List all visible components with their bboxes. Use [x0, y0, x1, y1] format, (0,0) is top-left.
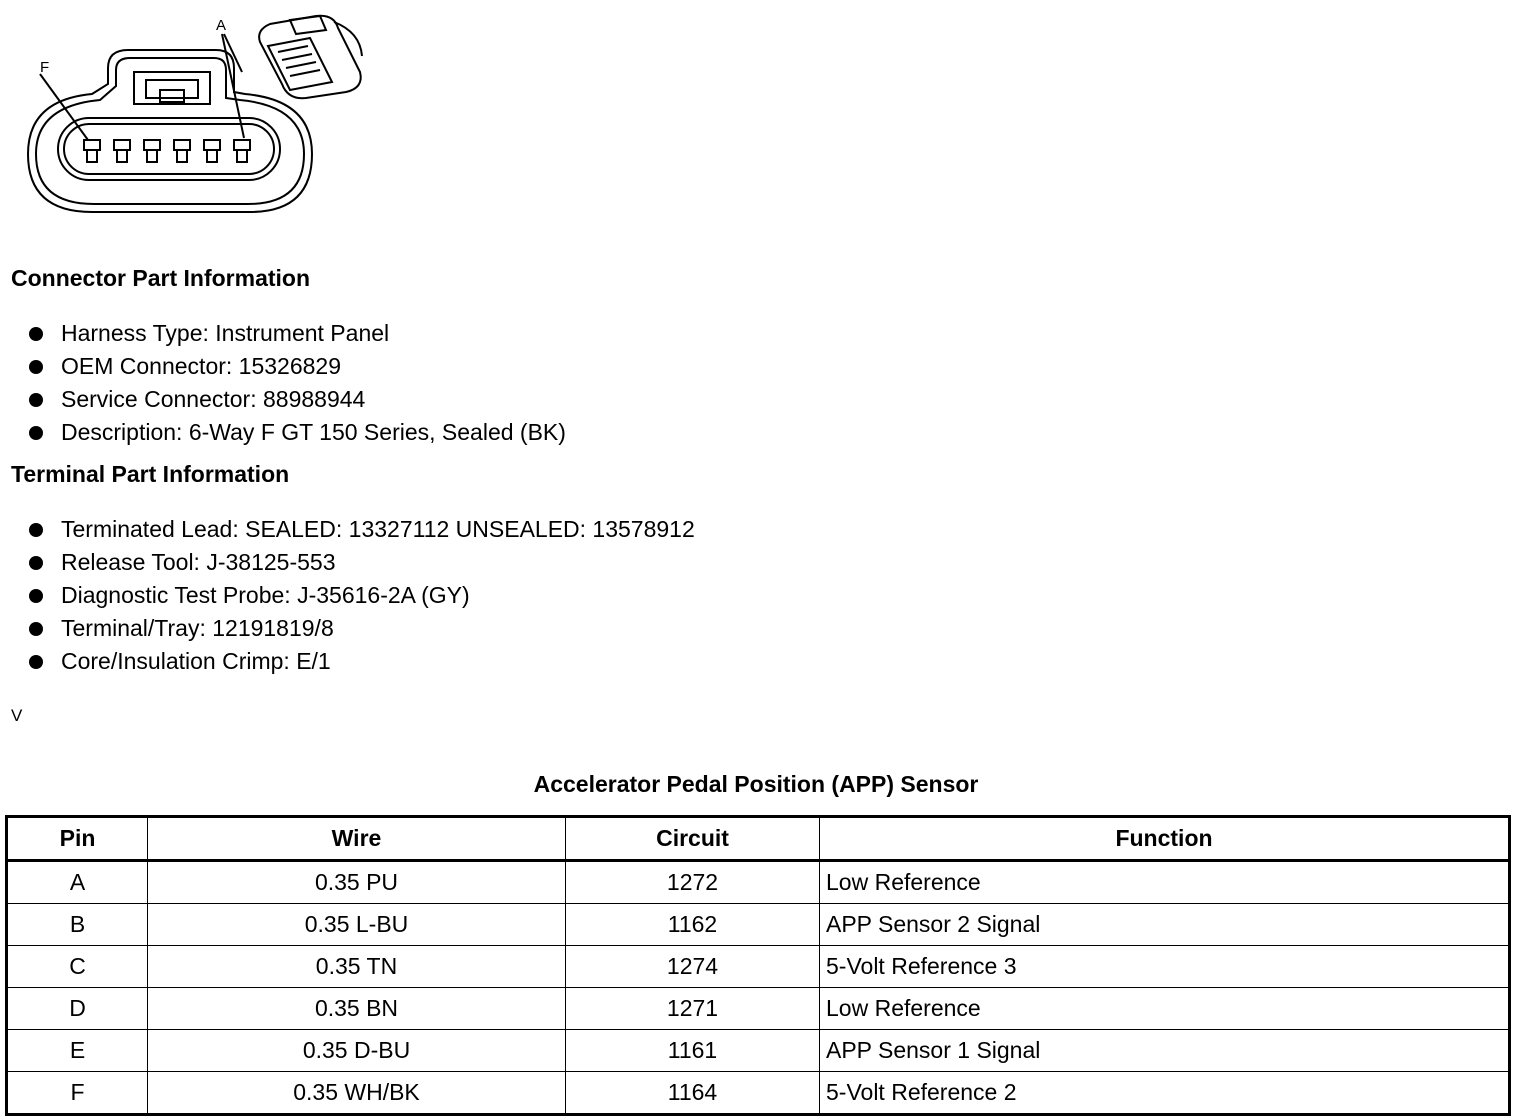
label-a: A — [216, 17, 227, 34]
list-item: Diagnostic Test Probe: J-35616-2A (GY) — [28, 579, 695, 612]
table-row — [7, 1072, 1510, 1115]
table-row — [7, 861, 1510, 904]
cell-circuit: 1164 — [566, 1072, 820, 1115]
cell-circuit: 1162 — [566, 904, 820, 946]
table-row — [7, 988, 1510, 1030]
cell-pin: A — [7, 861, 148, 904]
cell-function: Low Reference — [820, 988, 1510, 1030]
cell-wire: 0.35 D-BU — [148, 1030, 566, 1072]
list-item: Core/Insulation Crimp: E/1 — [28, 645, 695, 678]
revision-marker: V — [11, 706, 23, 725]
list-item: Terminal/Tray: 12191819/8 — [28, 612, 695, 645]
list-item: Description: 6-Way F GT 150 Series, Sealed (BK) — [28, 416, 566, 449]
list-item: Harness Type: Instrument Panel — [28, 317, 566, 350]
terminal-pins — [84, 140, 250, 162]
cell-function: APP Sensor 2 Signal — [820, 904, 1510, 946]
header-function: Function — [820, 817, 1510, 861]
bullet-icon — [29, 589, 43, 603]
bullet-icon — [29, 556, 43, 570]
label-f: F — [40, 59, 50, 76]
list-item: Service Connector: 88988944 — [28, 383, 566, 416]
cell-function: 5-Volt Reference 3 — [820, 946, 1510, 988]
header-circuit: Circuit — [566, 817, 820, 861]
cell-circuit: 1161 — [566, 1030, 820, 1072]
cell-function: APP Sensor 1 Signal — [820, 1030, 1510, 1072]
header-pin: Pin — [7, 817, 148, 861]
bullet-icon — [29, 523, 43, 537]
table-row — [7, 946, 1510, 988]
cell-pin: E — [7, 1030, 148, 1072]
list-item: OEM Connector: 15326829 — [28, 350, 566, 383]
list-item: Terminated Lead: SEALED: 13327112 UNSEALED: 13578912 — [28, 513, 695, 546]
bullet-icon — [29, 655, 43, 669]
cell-wire: 0.35 BN — [148, 988, 566, 1030]
terminal-part-heading: Terminal Part Information — [11, 461, 290, 487]
pinout-table — [5, 815, 1511, 1116]
bullet-icon — [29, 327, 43, 341]
cell-circuit: 1272 — [566, 861, 820, 904]
cell-pin: D — [7, 988, 148, 1030]
terminal-part-list — [28, 513, 695, 678]
cell-wire: 0.35 WH/BK — [148, 1072, 566, 1115]
list-item: Release Tool: J-38125-553 — [28, 546, 695, 579]
cell-function: Low Reference — [820, 861, 1510, 904]
bullet-icon — [29, 622, 43, 636]
connector-part-list — [28, 317, 566, 449]
connector-diagram — [20, 12, 380, 222]
bullet-icon — [29, 360, 43, 374]
table-header-row — [7, 817, 1510, 861]
connector-iso-view — [259, 16, 362, 98]
table-row — [7, 904, 1510, 946]
bullet-icon — [29, 393, 43, 407]
table-title: Accelerator Pedal Position (APP) Sensor — [533, 771, 979, 797]
connector-part-heading: Connector Part Information — [11, 265, 311, 291]
header-wire: Wire — [148, 817, 566, 861]
cell-wire: 0.35 PU — [148, 861, 566, 904]
cell-function: 5-Volt Reference 2 — [820, 1072, 1510, 1115]
cell-pin: F — [7, 1072, 148, 1115]
bullet-icon — [29, 426, 43, 440]
table-row — [7, 1030, 1510, 1072]
cell-wire: 0.35 L-BU — [148, 904, 566, 946]
cell-circuit: 1274 — [566, 946, 820, 988]
cell-pin: C — [7, 946, 148, 988]
cell-pin: B — [7, 904, 148, 946]
cell-circuit: 1271 — [566, 988, 820, 1030]
cell-wire: 0.35 TN — [148, 946, 566, 988]
